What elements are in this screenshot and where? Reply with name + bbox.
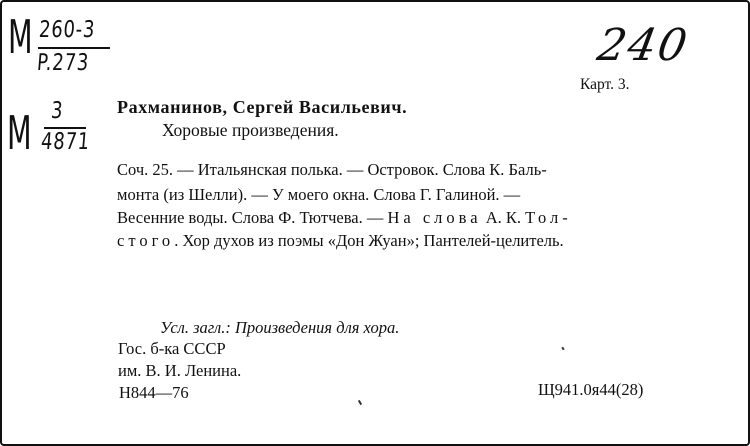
contents-line-2: монта (из Шелли). — У моего окна. Слова Г. Галиной. — bbox=[117, 185, 521, 204]
contents-line-3-d: Тол- bbox=[525, 208, 572, 227]
contents-line-4-spaced: стого bbox=[117, 231, 175, 250]
contents-line-4-b: . Хор духов из поэмы «Дон Жуан»; Пантелей-целитель. bbox=[174, 231, 564, 250]
speck-mark bbox=[561, 347, 564, 351]
shelf-mark-rule-1 bbox=[38, 47, 110, 49]
contents-line-3-c: А. К. bbox=[481, 208, 526, 227]
shelf-mark-letter-1: M bbox=[8, 10, 33, 64]
shelf-mark-top-1: 260-3 bbox=[38, 17, 97, 43]
speck-mark bbox=[358, 400, 362, 405]
library-name-2: им. В. И. Ленина. bbox=[118, 361, 242, 380]
classification-code: Щ941.0я44(28) bbox=[538, 380, 644, 399]
card-code: Н844—76 bbox=[119, 383, 189, 402]
shelf-mark-letter-2: M bbox=[7, 106, 32, 160]
contents-line-3-a: Весенние воды. Слова Ф. Тютчева. — bbox=[117, 208, 388, 227]
library-name: Гос. б-ка СССР bbox=[118, 339, 226, 358]
contents-line-4 bbox=[117, 233, 564, 250]
contents-line-3 bbox=[117, 210, 572, 227]
contents-line-1: Соч. 25. — Итальянская полька. — Островок. Слова К. Баль- bbox=[117, 160, 547, 179]
contents-line-3-spaced: На слова bbox=[387, 208, 482, 227]
handwritten-card-number: 240 bbox=[593, 20, 693, 71]
shelf-mark-top-2: 3 bbox=[50, 98, 65, 124]
card-label: Карт. 3. bbox=[580, 76, 630, 93]
work-title: Хоровые произведения. bbox=[162, 120, 339, 140]
shelf-mark-bottom-1: P.273 bbox=[36, 50, 91, 76]
conventional-title: Усл. загл.: Произведения для хора. bbox=[160, 318, 400, 337]
shelf-mark-bottom-2: 4871 bbox=[40, 129, 91, 155]
author-heading: Рахманинов, Сергей Васильевич. bbox=[117, 97, 408, 117]
